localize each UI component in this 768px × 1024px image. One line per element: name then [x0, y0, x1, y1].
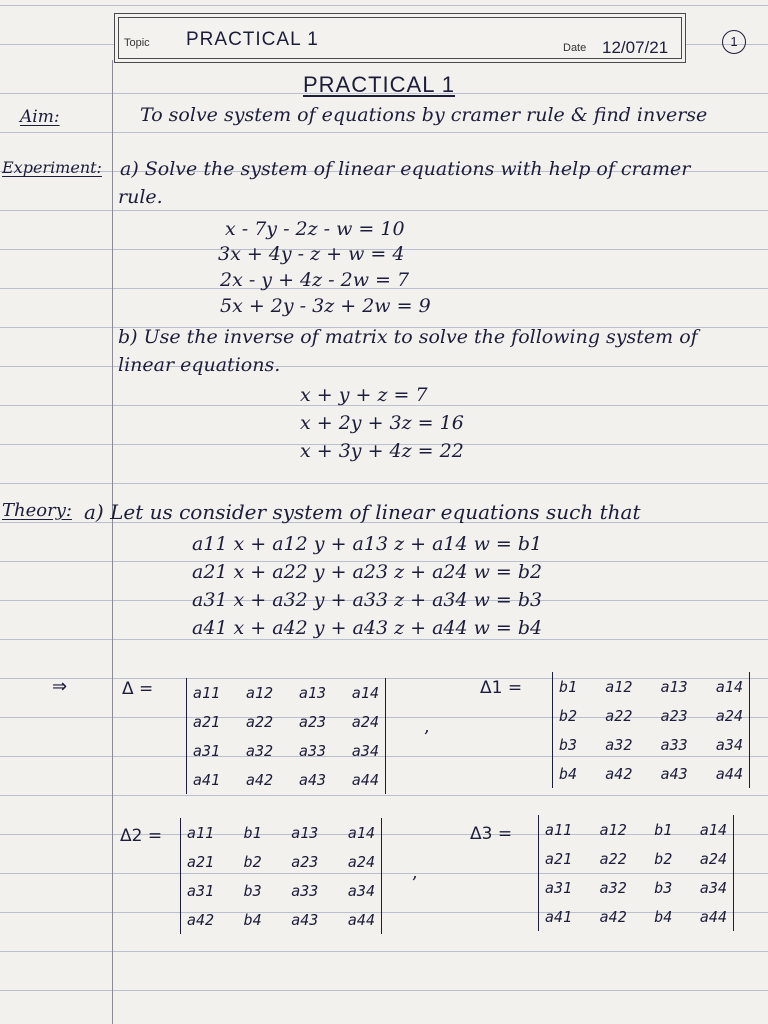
delta-label: Δ =: [122, 679, 154, 699]
theory-equation-1: a11 x + a12 y + a13 z + a14 w = b1: [192, 533, 543, 555]
matrix-cell: a43: [291, 910, 319, 929]
matrix-cell: a33: [660, 735, 688, 754]
equation-b-1: x + y + z = 7: [300, 384, 428, 406]
page-number: 1: [722, 30, 746, 54]
date-value: 12/07/21: [602, 38, 669, 57]
matrix-cell: a11: [193, 683, 221, 702]
page-title: PRACTICAL 1: [303, 72, 456, 97]
matrix-cell: a42: [187, 910, 215, 929]
matrix-cell: a44: [347, 910, 375, 929]
aim-label: Aim:: [20, 107, 60, 127]
experiment-part-a-line1: a) Solve the system of linear equations with help of cramer: [120, 158, 691, 180]
matrix-cell: b4: [654, 907, 673, 926]
theory-equation-2: a21 x + a22 y + a23 z + a24 w = b2: [192, 561, 543, 583]
matrix-row: [539, 844, 733, 873]
matrix-cell: a11: [187, 823, 215, 842]
matrix-cell: a31: [545, 878, 573, 897]
matrix-cell: a32: [605, 735, 633, 754]
matrix-cell: a34: [351, 741, 379, 760]
theory-equation-3: a31 x + a32 y + a33 z + a34 w = b3: [192, 589, 543, 611]
matrix-cell: a31: [187, 881, 215, 900]
matrix-cell: a14: [351, 683, 379, 702]
matrix-cell: b3: [654, 878, 673, 897]
matrix-cell: a24: [351, 712, 379, 731]
matrix-cell: a34: [715, 735, 743, 754]
matrix-row: [187, 765, 385, 794]
matrix-cell: a44: [715, 764, 743, 783]
margin-line: [112, 60, 113, 1024]
matrix-cell: a13: [298, 683, 327, 702]
matrix-row: [181, 847, 381, 876]
equation-a-3: 2x - y + 4z - 2w = 7: [220, 269, 410, 291]
matrix-cell: a24: [347, 852, 375, 871]
matrix-row: [539, 902, 733, 931]
matrix-row: [553, 672, 749, 701]
equation-a-2: 3x + 4y - z + w = 4: [218, 243, 405, 265]
experiment-part-b-line2: linear equations.: [118, 354, 281, 376]
aim-text: To solve system of equations by cramer rule & find inverse: [140, 104, 708, 126]
matrix-cell: a33: [291, 881, 319, 900]
matrix-cell: a14: [699, 820, 727, 839]
matrix-row: [553, 759, 749, 788]
delta-matrix: [186, 678, 386, 794]
matrix-cell: a21: [193, 712, 221, 731]
matrix-cell: a34: [347, 881, 375, 900]
matrix-cell: a41: [545, 907, 573, 926]
separator-comma: ,: [412, 862, 418, 883]
matrix-cell: a24: [715, 706, 743, 725]
matrix-cell: b2: [559, 706, 578, 725]
matrix-row: [539, 815, 733, 844]
equation-b-3: x + 3y + 4z = 22: [300, 440, 464, 462]
matrix-cell: a43: [298, 770, 327, 789]
delta2-matrix: [180, 818, 382, 934]
matrix-cell: a14: [347, 823, 375, 842]
delta1-label: Δ1 =: [480, 678, 523, 698]
matrix-cell: a13: [291, 823, 319, 842]
matrix-cell: a12: [599, 820, 627, 839]
matrix-cell: a22: [599, 849, 627, 868]
matrix-cell: a31: [193, 741, 221, 760]
experiment-part-b-line1: b) Use the inverse of matrix to solve the following system of: [118, 326, 698, 348]
delta3-label: Δ3 =: [470, 824, 513, 844]
experiment-part-a-line2: rule.: [118, 186, 163, 208]
matrix-row: [187, 707, 385, 736]
equation-b-2: x + 2y + 3z = 16: [300, 412, 464, 434]
topic-value: PRACTICAL 1: [186, 29, 319, 50]
equation-a-4: 5x + 2y - 3z + 2w = 9: [220, 295, 431, 317]
matrix-cell: b2: [243, 852, 262, 871]
matrix-row: [181, 876, 381, 905]
matrix-cell: a22: [605, 706, 633, 725]
theory-intro: a) Let us consider system of linear equations such that: [84, 500, 641, 524]
topic-label: Topic: [124, 37, 150, 49]
matrix-row: [181, 905, 381, 934]
matrix-cell: b3: [559, 735, 578, 754]
matrix-row: [553, 701, 749, 730]
matrix-cell: a32: [599, 878, 627, 897]
matrix-cell: a42: [605, 764, 633, 783]
matrix-cell: a11: [545, 820, 573, 839]
matrix-cell: a42: [245, 770, 274, 789]
matrix-cell: b4: [243, 910, 262, 929]
matrix-cell: b3: [243, 881, 262, 900]
matrix-cell: a33: [298, 741, 327, 760]
matrix-cell: a23: [660, 706, 688, 725]
matrix-cell: a44: [699, 907, 727, 926]
matrix-cell: a13: [660, 677, 688, 696]
matrix-cell: a21: [545, 849, 573, 868]
matrix-cell: a34: [699, 878, 727, 897]
matrix-cell: a32: [245, 741, 274, 760]
matrix-cell: a12: [245, 683, 274, 702]
matrix-row: [539, 873, 733, 902]
matrix-cell: b2: [654, 849, 673, 868]
date-label: Date: [563, 42, 587, 54]
equation-a-1: x - 7y - 2z - w = 10: [225, 218, 405, 240]
matrix-row: [553, 730, 749, 759]
delta3-matrix: [538, 815, 734, 931]
matrix-row: [187, 736, 385, 765]
experiment-label: Experiment:: [2, 158, 102, 177]
delta1-matrix: [552, 672, 750, 788]
matrix-cell: b4: [559, 764, 578, 783]
matrix-cell: a21: [187, 852, 215, 871]
matrix-cell: a14: [715, 677, 743, 696]
matrix-cell: a24: [699, 849, 727, 868]
delta2-label: Δ2 =: [120, 826, 163, 846]
matrix-cell: b1: [654, 820, 673, 839]
matrix-cell: a44: [351, 770, 379, 789]
matrix-cell: a41: [193, 770, 221, 789]
matrix-cell: a12: [605, 677, 633, 696]
matrix-row: [181, 818, 381, 847]
theory-equation-4: a41 x + a42 y + a43 z + a44 w = b4: [192, 617, 543, 639]
matrix-cell: a42: [599, 907, 627, 926]
matrix-cell: a43: [660, 764, 688, 783]
matrix-cell: a23: [291, 852, 319, 871]
matrix-cell: b1: [559, 677, 578, 696]
theory-label: Theory:: [2, 500, 72, 521]
implies-arrow: ⇒: [52, 676, 68, 697]
matrix-cell: a22: [245, 712, 274, 731]
matrix-cell: a23: [298, 712, 327, 731]
matrix-row: [187, 678, 385, 707]
matrix-cell: b1: [243, 823, 262, 842]
separator-comma: ,: [424, 716, 430, 737]
